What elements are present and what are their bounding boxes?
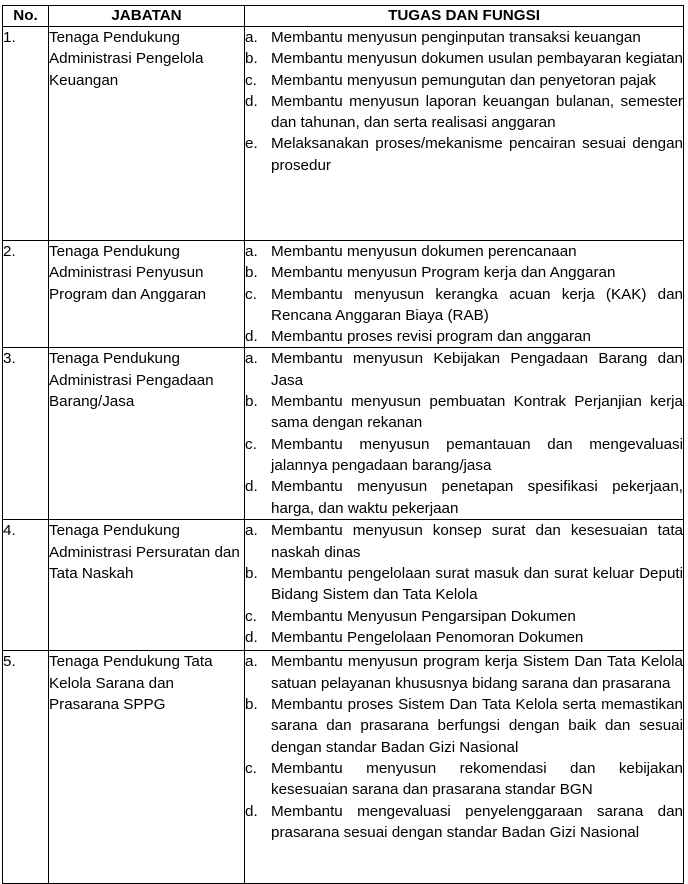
position-title: Tenaga Pendukung Tata Kelola Sarana dan Prasarana SPPG	[49, 651, 245, 884]
header-tugas-dan-fungsi: TUGAS DAN FUNGSI	[245, 6, 684, 27]
duty-marker: d.	[245, 328, 258, 346]
duty-item	[245, 563, 683, 606]
row-number: 1.	[3, 27, 49, 241]
duty-marker: d.	[245, 628, 258, 646]
duty-item	[245, 133, 683, 176]
duty-item	[245, 694, 683, 758]
duty-marker: d.	[245, 92, 258, 110]
duty-text: Membantu menyusun pemantauan dan mengevaluasi jalannya pengadaan barang/jasa	[271, 435, 683, 474]
table-row	[3, 520, 684, 651]
duty-item	[245, 284, 683, 327]
duty-text: Membantu menyusun konsep surat dan kesesuaian tata naskah dinas	[271, 522, 683, 561]
duties-cell	[245, 520, 684, 651]
duty-text: Membantu proses revisi program dan anggaran	[271, 328, 591, 346]
duty-text: Membantu mengevaluasi penyelenggaraan sarana dan prasarana sesuai dengan standar Badan Gizi Nasional	[271, 802, 683, 841]
duty-text: Membantu menyusun dokumen perencanaan	[271, 243, 577, 260]
duty-item	[245, 348, 683, 391]
duties-list	[245, 651, 683, 843]
duty-item	[245, 241, 683, 262]
duty-marker: b.	[245, 264, 258, 282]
duty-text: Membantu menyusun dokumen usulan pembayaran kegiatan	[271, 50, 684, 68]
duty-marker: c.	[245, 607, 257, 625]
duty-text: Membantu menyusun penginputan transaksi keuangan	[271, 29, 641, 46]
duty-marker: c.	[245, 759, 257, 777]
duty-text: Membantu menyusun Program kerja dan Anggaran	[271, 264, 616, 282]
duty-item	[245, 91, 683, 134]
duty-text: Membantu pengelolaan surat masuk dan surat keluar Deputi Bidang Sistem dan Tata Kelola	[271, 565, 683, 604]
duty-marker: b.	[245, 393, 258, 411]
duty-item	[245, 391, 683, 434]
duty-marker: a.	[245, 653, 258, 671]
duty-item	[245, 70, 683, 91]
duty-text: Membantu menyusun pembuatan Kontrak Perjanjian kerja sama dengan rekanan	[271, 393, 683, 432]
duty-marker: b.	[245, 565, 258, 583]
header-row	[3, 6, 684, 27]
duty-text: Membantu proses Sistem Dan Tata Kelola serta memastikan sarana dan prasarana berfungsi dengan baik dan sesuai dengan standar Badan Gizi Nasional	[271, 696, 683, 756]
duty-item	[245, 627, 683, 648]
duty-text: Membantu Menyusun Pengarsipan Dokumen	[271, 607, 576, 625]
duty-marker: d.	[245, 478, 258, 496]
duty-marker: e.	[245, 135, 258, 153]
position-title: Tenaga Pendukung Administrasi Persuratan dan Tata Naskah	[49, 520, 245, 651]
duty-text: Melaksanakan proses/mekanisme pencairan sesuai dengan prosedur	[271, 135, 683, 174]
duty-marker: a.	[245, 522, 258, 540]
position-title: Tenaga Pendukung Administrasi Penyusun Program dan Anggaran	[49, 241, 245, 348]
duty-item	[245, 520, 683, 563]
duties-list	[245, 27, 683, 176]
position-title: Tenaga Pendukung Administrasi Pengadaan Barang/Jasa	[49, 348, 245, 520]
duty-item	[245, 758, 683, 801]
row-number: 5.	[3, 651, 49, 884]
duties-cell	[245, 27, 684, 241]
duty-marker: c.	[245, 435, 257, 453]
duty-item	[245, 48, 683, 69]
header-no: No.	[3, 6, 49, 27]
duty-item	[245, 434, 683, 477]
duty-marker: d.	[245, 802, 258, 820]
duty-marker: c.	[245, 285, 257, 303]
duties-list	[245, 348, 683, 518]
duty-marker: a.	[245, 29, 258, 46]
duty-text: Membantu menyusun program kerja Sistem Dan Tata Kelola satuan pelayanan khususnya bidang sarana dan prasarana	[271, 653, 683, 692]
table-row	[3, 27, 684, 241]
table-row	[3, 348, 684, 520]
duties-cell	[245, 348, 684, 520]
duties-list	[245, 241, 683, 347]
duty-item	[245, 27, 683, 48]
table-row	[3, 651, 684, 884]
row-number: 3.	[3, 348, 49, 520]
duty-item	[245, 476, 683, 519]
duties-list	[245, 520, 683, 648]
position-title: Tenaga Pendukung Administrasi Pengelola Keuangan	[49, 27, 245, 241]
row-number: 2.	[3, 241, 49, 348]
duty-item	[245, 326, 683, 347]
row-number: 4.	[3, 520, 49, 651]
header-jabatan: JABATAN	[49, 6, 245, 27]
duty-marker: a.	[245, 350, 258, 368]
duties-cell	[245, 651, 684, 884]
duties-cell	[245, 241, 684, 348]
duty-item	[245, 262, 683, 283]
duty-text: Membantu menyusun pemungutan dan penyetoran pajak	[271, 71, 657, 89]
duty-item	[245, 651, 683, 694]
duty-text: Membantu menyusun rekomendasi dan kebijakan kesesuaian sarana dan prasarana standar BGN	[271, 759, 683, 799]
duty-item	[245, 801, 683, 844]
duty-text: Membantu menyusun penetapan spesifikasi pekerjaan, harga, dan waktu pekerjaan	[271, 478, 683, 517]
duty-text: Membantu menyusun Kebijakan Pengadaan Barang dan Jasa	[271, 350, 683, 389]
duty-marker: b.	[245, 50, 258, 68]
duty-marker: a.	[245, 243, 258, 260]
duty-text: Membantu menyusun kerangka acuan kerja (KAK) dan Rencana Anggaran Biaya (RAB)	[271, 285, 683, 324]
table-body	[3, 27, 684, 884]
duty-item	[245, 606, 683, 627]
table-row	[3, 241, 684, 348]
duty-marker: b.	[245, 696, 258, 714]
duty-marker: c.	[245, 71, 257, 89]
duty-text: Membantu Pengelolaan Penomoran Dokumen	[271, 628, 584, 646]
duties-table	[2, 5, 684, 884]
duty-text: Membantu menyusun laporan keuangan bulanan, semester dan tahunan, dan serta realisasi anggaran	[271, 92, 683, 132]
